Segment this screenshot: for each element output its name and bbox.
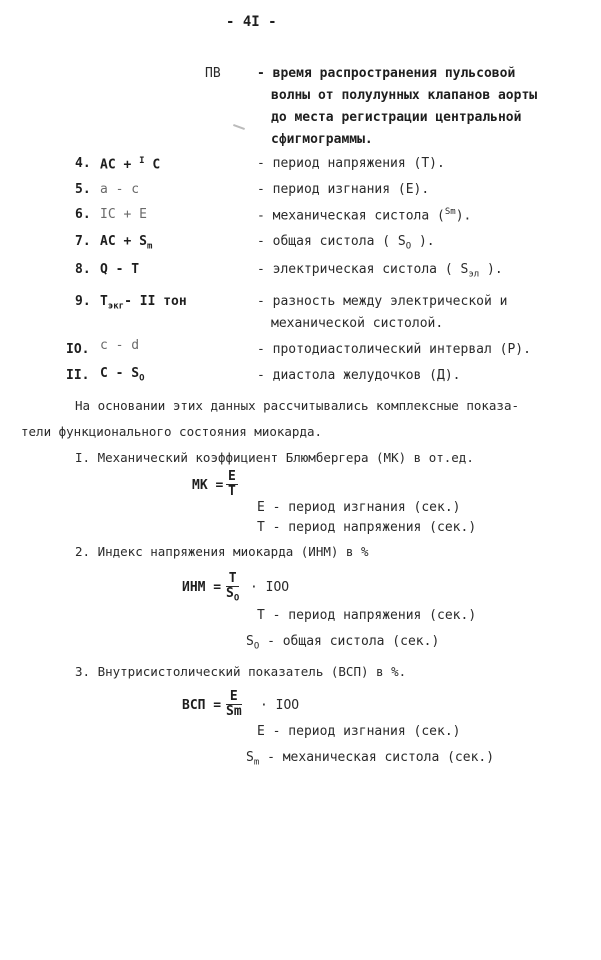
item-formula: $T_{экг}-$ II тон [100, 294, 187, 312]
item-number: 7. [75, 234, 91, 249]
fraction [226, 470, 238, 499]
item-description: - протодиастолический интервал (Р). [257, 342, 531, 357]
definition: $S_O$ - общая систола (сек.) [246, 634, 440, 652]
definition: $S_m$ - механическая систола (сек.) [246, 750, 495, 768]
item-description: - период изгнания (Е). [257, 182, 430, 197]
item-formula: c - d [100, 338, 140, 353]
definition: T - период напряжения (сек.) [257, 520, 477, 535]
item-description: - разность между электрической и [257, 294, 508, 309]
item-description: - диастола желудочков (Д). [257, 368, 461, 383]
paragraph-line-2: тели функционального состояния миокарда. [21, 424, 323, 439]
item-formula: IC + E [100, 207, 147, 222]
item-number: IO. [66, 342, 90, 357]
numerator: E [226, 690, 242, 705]
fraction [226, 572, 239, 606]
denominator: Sm [226, 704, 242, 719]
definition: E - период изгнания (сек.) [257, 724, 461, 739]
formula-left: ИНМ = [182, 580, 222, 595]
item-description: - механическая систола ($^{Sm}$). [257, 207, 472, 224]
fraction [226, 690, 242, 719]
section-heading: I. Механический коэффициент Блюмбергера (МК) в от.ед. [75, 450, 474, 465]
definition-line-2: волны от полулунных клапанов аорты [271, 88, 538, 103]
item-formula: a - c [100, 182, 140, 197]
item-number: 8. [75, 262, 91, 277]
item-number: 4. [75, 156, 91, 171]
item-formula: АС + $^I$ С [100, 156, 161, 173]
definition-line-4: сфигмограммы. [271, 132, 373, 147]
item-description: - электрическая систола ( $S_{эл}$ ). [257, 262, 503, 280]
section-heading: 2. Индекс напряжения миокарда (ИНМ) в % [75, 544, 369, 559]
formula-left: ВСП = [182, 698, 222, 713]
ink-mark [233, 124, 245, 130]
paragraph-line-1: На основании этих данных рассчитывались комплексные показа- [75, 398, 520, 413]
definition-line-3: до места регистрации центральной [271, 110, 522, 125]
definition: T - период напряжения (сек.) [257, 608, 477, 623]
item-formula: Q - T [100, 262, 140, 277]
item-number: 5. [75, 182, 91, 197]
item-formula: C - $S_O$ [100, 366, 145, 384]
formula-left: МК = [192, 478, 224, 493]
item-number: II. [66, 368, 90, 383]
denominator: T [228, 484, 236, 499]
formula-suffix: · IOO [260, 698, 300, 713]
item-formula: АС + $S_m$ [100, 234, 153, 252]
numerator: T [226, 572, 239, 587]
denominator: $S_O$ [226, 586, 240, 604]
item-description: - период напряжения (Т). [257, 156, 445, 171]
item-number: 6. [75, 207, 91, 222]
definition-line-1: - время распространения пульсовой [257, 66, 516, 81]
page-number: - 4I - [226, 14, 277, 30]
item-description: - общая систола ( $S_O$ ). [257, 234, 435, 252]
formula-suffix: · IOO [250, 580, 290, 595]
numerator: E [228, 469, 236, 484]
item-description-cont: механической систолой. [271, 316, 444, 331]
item-number: 9. [75, 294, 91, 309]
definition: E - период изгнания (сек.) [257, 500, 461, 515]
definition-term: ПВ [205, 66, 221, 81]
section-heading: 3. Внутрисистолический показатель (ВСП) в %. [75, 664, 407, 679]
